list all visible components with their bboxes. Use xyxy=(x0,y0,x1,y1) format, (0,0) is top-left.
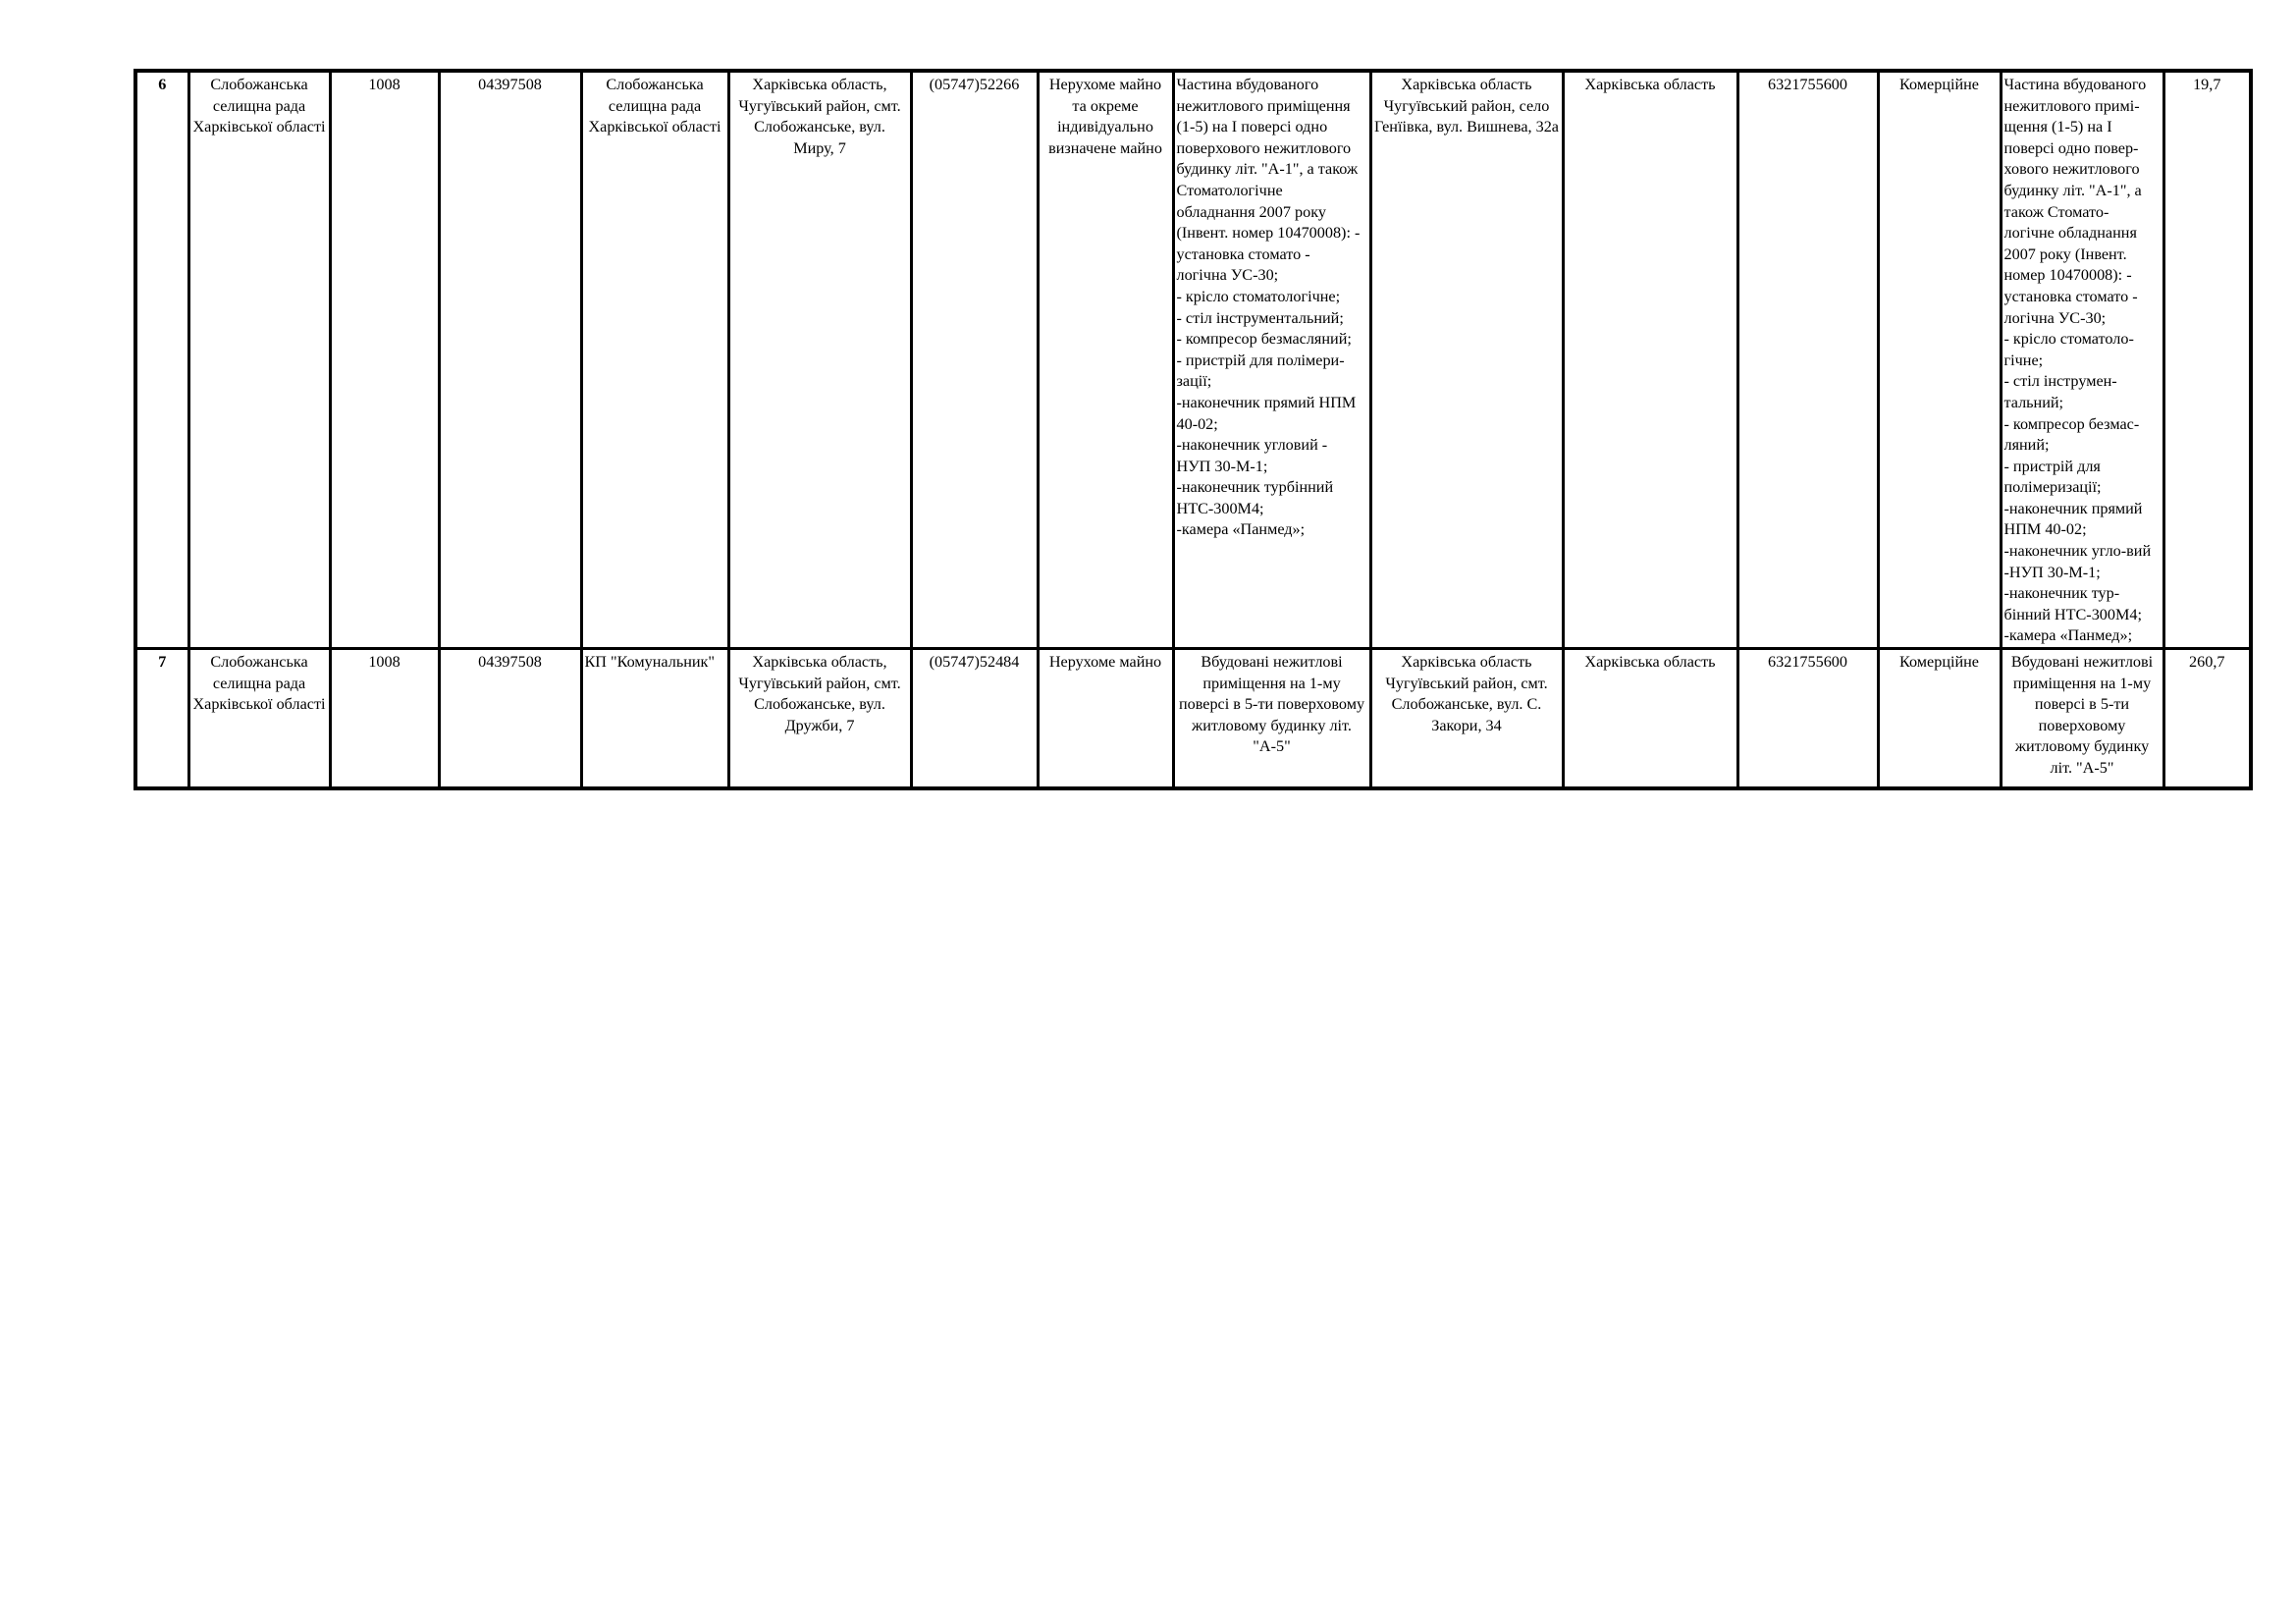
description-line: НУП 30-М-1; xyxy=(1176,457,1268,475)
property-registry-table xyxy=(133,69,2253,790)
description2-line: - стіл інструмен- xyxy=(2003,372,2117,391)
description-line: (1-5) на I поверсі одно xyxy=(1176,118,1328,136)
holder-address-cell: Харківська область, Чугуївський район, смт. Слобожанське, вул. Дружби, 7 xyxy=(728,649,911,788)
description-line: НТС-300М4; xyxy=(1176,499,1264,517)
description2-cell xyxy=(2001,71,2163,649)
description2-line: -НУП 30-М-1; xyxy=(2003,563,2101,581)
phone-cell: (05747)52266 xyxy=(911,71,1038,649)
holder-cell: КП "Комунальник" xyxy=(581,649,728,788)
purpose-cell: Комерційне xyxy=(1878,71,2001,649)
region-cell: Харківська область xyxy=(1563,71,1737,649)
description-line: - компресор безмасляний; xyxy=(1176,330,1352,349)
description2-line: установка стомато - xyxy=(2003,287,2138,305)
description-line: поверхового нежитлового xyxy=(1176,138,1352,157)
description2-line: бінний НТС-300М4; xyxy=(2003,605,2142,623)
phone-cell: (05747)52484 xyxy=(911,649,1038,788)
holder-cell: Слобожанська селищна рада Харківської області xyxy=(581,71,728,649)
description2-line: -наконечник прямий xyxy=(2003,499,2143,517)
description-line: - пристрій для полімери- xyxy=(1176,351,1345,369)
org-code-cell: 1008 xyxy=(330,71,439,649)
row-number: 7 xyxy=(135,649,188,788)
row-number: 6 xyxy=(135,71,188,649)
description-line: Стоматологічне xyxy=(1176,181,1283,199)
description2-line: - компресор безмас- xyxy=(2003,414,2140,433)
description-line: 40-02; xyxy=(1176,414,1218,433)
description2-line: - крісло стоматоло- xyxy=(2003,330,2134,349)
org-code-cell: 1008 xyxy=(330,649,439,788)
description2-line: нежитлового примі- xyxy=(2003,96,2140,115)
koatuu-cell: 6321755600 xyxy=(1737,71,1878,649)
description2-line: номер 10470008): - xyxy=(2003,266,2132,285)
description-line: - крісло стоматологічне; xyxy=(1176,287,1341,305)
description2-line: Частина вбудованого xyxy=(2003,76,2147,93)
description-cell xyxy=(1173,71,1370,649)
description-cell: Вбудовані нежитлові приміщення на 1-му поверсі в 5-ти поверховому житловому будинку літ. "А-5" xyxy=(1173,649,1370,788)
description-line: -наконечник турбінний xyxy=(1176,478,1334,497)
holder-address-cell: Харківська область, Чугуївський район, смт. Слобожанське, вул. Миру, 7 xyxy=(728,71,911,649)
description2-line: логічне обладнання xyxy=(2003,224,2137,243)
table-row xyxy=(135,649,2251,788)
koatuu-cell: 6321755600 xyxy=(1737,649,1878,788)
description2-line: -наконечник тур- xyxy=(2003,584,2120,603)
property-type-cell: Нерухоме майно xyxy=(1038,649,1173,788)
purpose-cell: Комерційне xyxy=(1878,649,2001,788)
description2-line: логічна УС-30; xyxy=(2003,308,2107,327)
object-address-cell: Харківська область Чугуївський район, смт. Слобожанське, вул. С. Закори, 34 xyxy=(1370,649,1563,788)
description-line: -наконечник угловий - xyxy=(1176,436,1328,455)
description-line: -наконечник прямий НПМ xyxy=(1176,393,1357,411)
description2-line: щення (1-5) на I xyxy=(2003,118,2112,136)
description2-line: ляний; xyxy=(2003,436,2050,455)
description2-line: тальний; xyxy=(2003,393,2064,411)
description-line: - стіл інструментальний; xyxy=(1176,308,1344,327)
description-line: обладнання 2007 року xyxy=(1176,202,1326,221)
owner-cell: Слобожанська селищна рада Харківської області xyxy=(188,71,330,649)
object-address-cell: Харківська область Чугуївський район, село Генїівка, вул. Вишнева, 32а xyxy=(1370,71,1563,649)
area-cell: 19,7 xyxy=(2163,71,2251,649)
description2-line: 2007 року (Інвент. xyxy=(2003,244,2127,263)
description-line: -камера «Панмед»; xyxy=(1176,520,1306,539)
property-type-cell: Нерухоме майно та окреме індивідуально визначене майно xyxy=(1038,71,1173,649)
area-cell: 260,7 xyxy=(2163,649,2251,788)
description-line: будинку літ. "А-1", а також xyxy=(1176,160,1359,179)
description-line: установка стомато - xyxy=(1176,244,1310,263)
edrpou-cell: 04397508 xyxy=(439,649,581,788)
description2-line: полімеризації; xyxy=(2003,478,2102,497)
description-line: (Інвент. номер 10470008): - xyxy=(1176,224,1361,243)
description2-line: хового нежитлового xyxy=(2003,160,2140,179)
description2-line: також Стомато- xyxy=(2003,202,2109,221)
description2-line: поверсі одно повер- xyxy=(2003,138,2139,157)
description-line: Частина вбудованого xyxy=(1176,76,1319,93)
description-line: нежитлового приміщення xyxy=(1176,96,1351,115)
description2-line: -камера «Панмед»; xyxy=(2003,626,2133,645)
description2-line: -наконечник угло-вий xyxy=(2003,542,2152,561)
edrpou-cell: 04397508 xyxy=(439,71,581,649)
description2-line: будинку літ. "А-1", а xyxy=(2003,181,2142,199)
description2-cell: Вбудовані нежитлові приміщення на 1-му поверсі в 5-ти поверховому житловому будинку літ. "А-5" xyxy=(2001,649,2163,788)
description-line: зації; xyxy=(1176,372,1212,391)
region-cell: Харківська область xyxy=(1563,649,1737,788)
description2-line: гічне; xyxy=(2003,351,2044,369)
description-line: логічна УС-30; xyxy=(1176,266,1279,285)
table-row xyxy=(135,71,2251,649)
owner-cell: Слобожанська селищна рада Харківської області xyxy=(188,649,330,788)
description2-line: - пристрій для xyxy=(2003,457,2101,475)
description2-line: НПМ 40-02; xyxy=(2003,520,2087,539)
